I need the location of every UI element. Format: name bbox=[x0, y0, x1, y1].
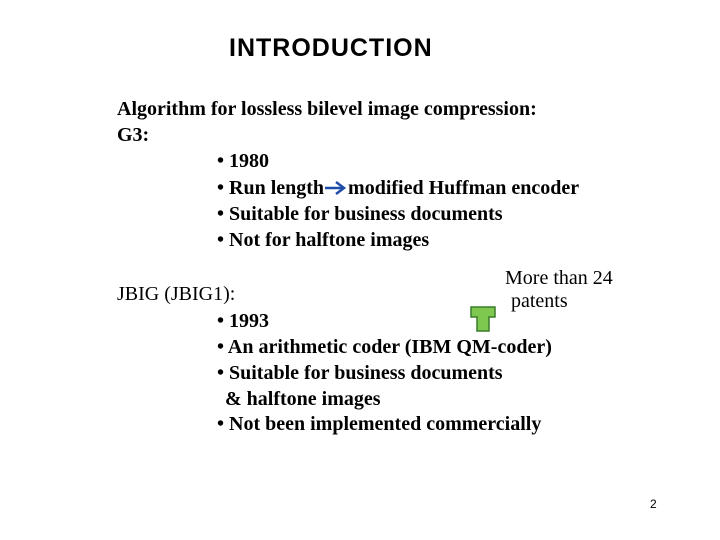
jbig-bullet-business: • Suitable for business documents bbox=[217, 362, 503, 384]
down-arrow-icon bbox=[469, 305, 497, 333]
patents-note-line1: More than 24 bbox=[505, 267, 613, 289]
g3-heading: Algorithm for lossless bilevel image compression: bbox=[117, 98, 537, 120]
run-length-text: • Run length bbox=[217, 177, 325, 199]
slide-title: INTRODUCTION bbox=[229, 34, 433, 62]
g3-label: G3: bbox=[117, 124, 150, 146]
huffman-text: modified Huffman encoder bbox=[348, 177, 580, 199]
patents-note-line2: patents bbox=[511, 290, 568, 312]
right-arrow-icon bbox=[325, 181, 347, 195]
g3-bullet-business: • Suitable for business documents bbox=[217, 203, 503, 225]
page-number: 2 bbox=[650, 497, 657, 511]
g3-bullet-halftone: • Not for halftone images bbox=[217, 229, 430, 251]
jbig-heading: JBIG (JBIG1): bbox=[117, 283, 236, 305]
jbig-bullet-halftone-cont: & halftone images bbox=[225, 388, 381, 410]
jbig-bullet-commercial: • Not been implemented commercially bbox=[217, 413, 542, 435]
g3-bullet-1980: • 1980 bbox=[217, 150, 270, 172]
g3-bullet-run-length bbox=[217, 178, 579, 198]
jbig-bullet-1993: • 1993 bbox=[217, 310, 270, 332]
jbig-bullet-arithmetic: • An arithmetic coder (IBM QM-coder) bbox=[217, 336, 552, 358]
